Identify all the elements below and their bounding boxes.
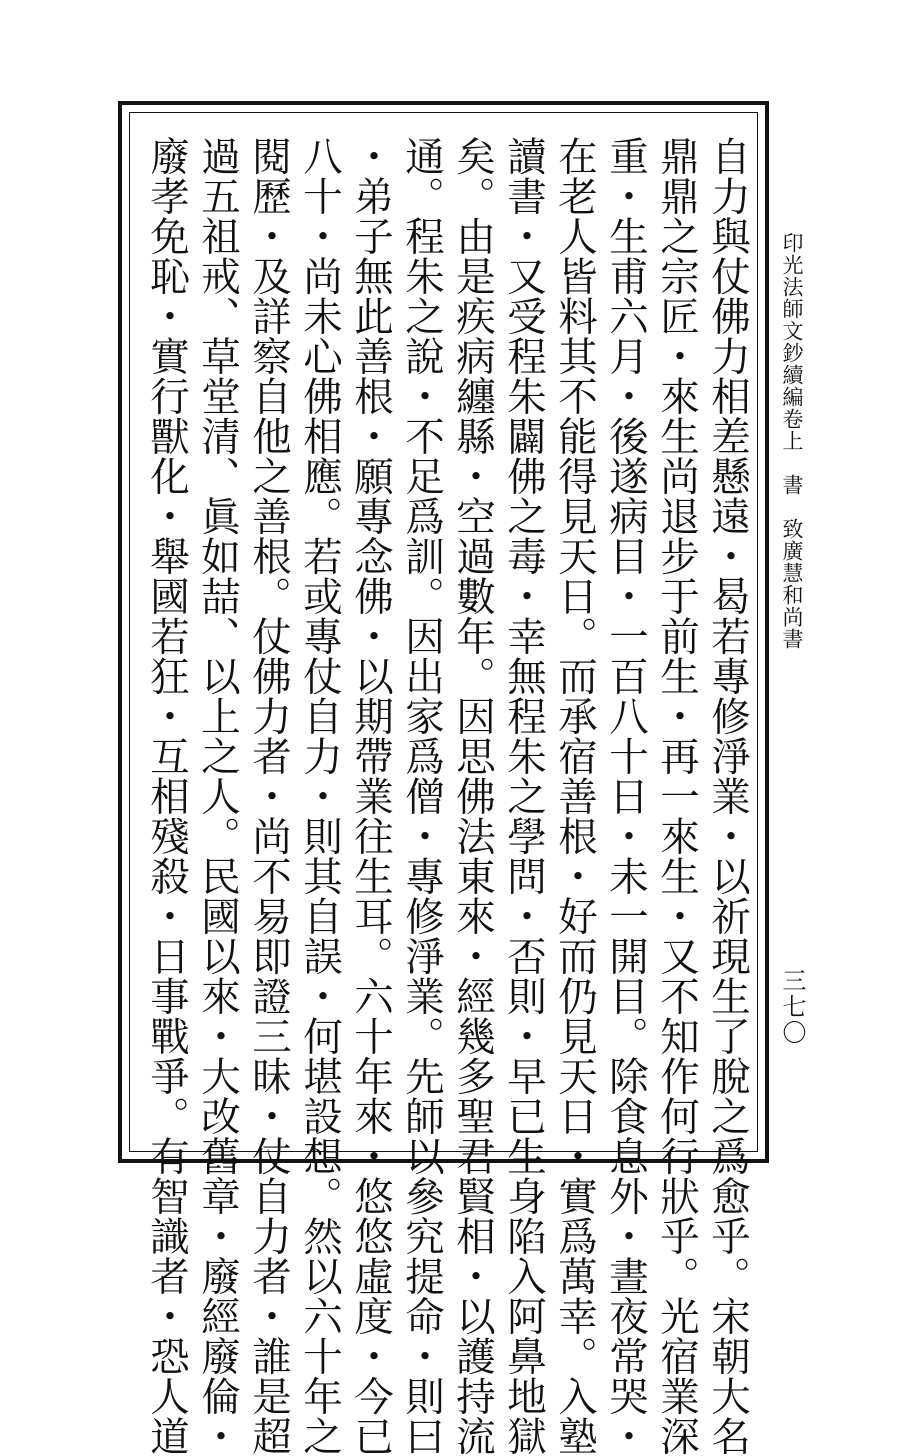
text-column: 通。程朱之說・不足爲訓。因出家爲僧・專修淨業。先師以參究提命・則曰 — [399, 136, 445, 1456]
text-column: 鼎鼎之宗匠・來生尚退步于前生・再一來生・又不知作何行狀乎。光宿業深 — [654, 136, 700, 1456]
text-column: 過五祖戒、草堂清、眞如喆、以上之人。民國以來・大改舊章・廢經廢倫・ — [195, 136, 241, 1456]
text-column: 讀書・又受程朱闢佛之毒・幸無程朱之學問・否則・早已生身陷入阿鼻地獄 — [501, 136, 547, 1456]
text-column: 矣。由是疾病纏縣・空過數年。因思佛法東來・經幾多聖君賢相・以護持流 — [450, 136, 496, 1456]
page-number: 三七〇 — [778, 968, 806, 1046]
running-title: 印光法師文鈔續編卷上 書 致廣慧和尚書 — [780, 232, 804, 650]
text-column: 廢孝免恥・實行獸化・舉國若狂・互相殘殺・日事戰爭。有智識者・恐人道 — [144, 136, 190, 1456]
text-column: 閱歷・及詳察自他之善根。仗佛力者・尚不易即證三昧・仗自力者・誰是超 — [246, 136, 292, 1456]
text-column: 重・生甫六月・後遂病目・一百八十日・未一開目。除食息外・晝夜常哭・ — [603, 136, 649, 1456]
text-column: 八十・尚未心佛相應。若或專仗自力・則其自誤・何堪設想。然以六十年之 — [297, 136, 343, 1456]
body-text — [144, 136, 754, 1456]
text-column: 自力與仗佛力相差懸遠・曷若專修淨業・以祈現生了脫之爲愈乎。宋朝大名 — [705, 136, 751, 1456]
text-column: ・弟子無此善根・願專念佛・以期帶業往生耳。六十年來・悠悠虛度・今已 — [348, 136, 394, 1456]
text-column: 在老人皆料其不能得見天日。而承宿善根・好而仍見天日・實爲萬幸。入塾 — [552, 136, 598, 1456]
